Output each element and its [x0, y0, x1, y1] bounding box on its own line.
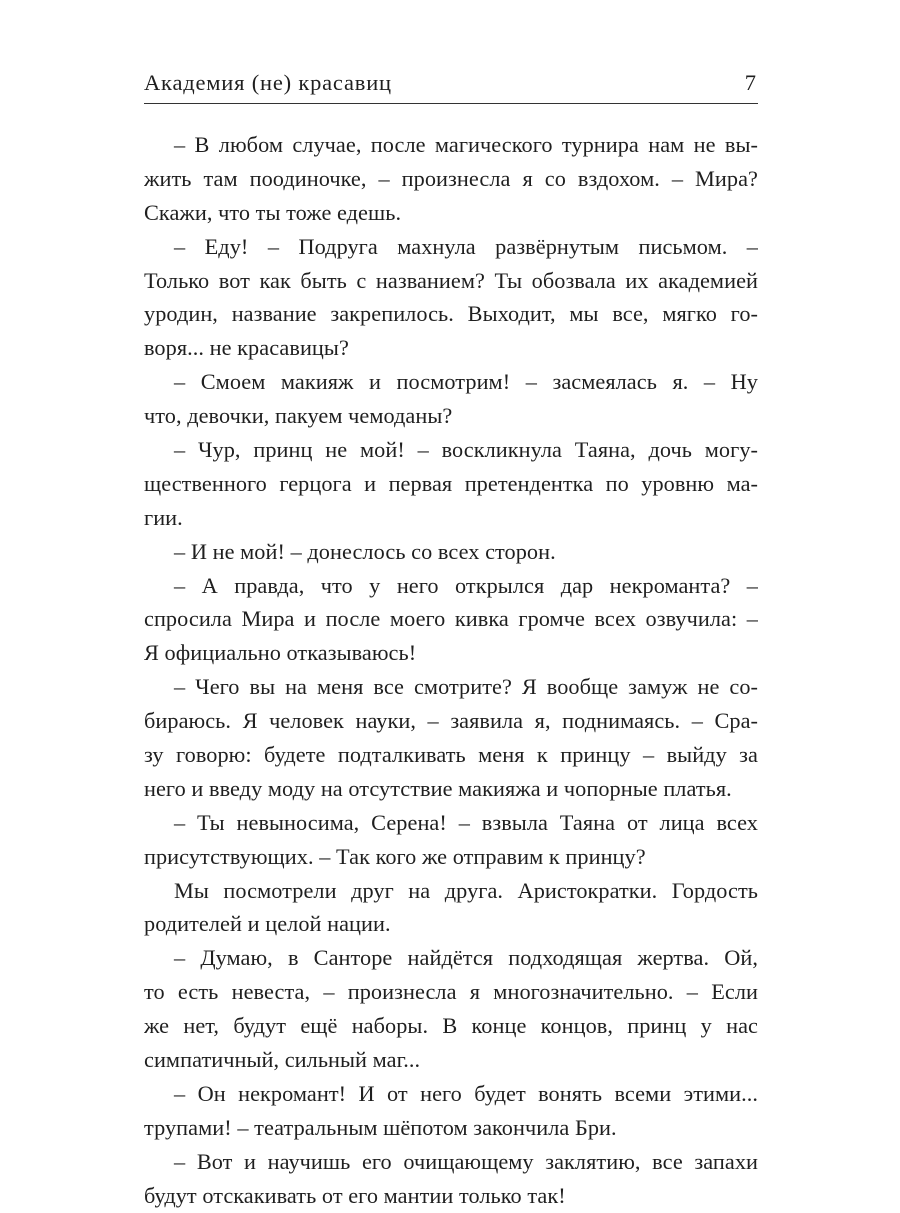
text-line: бираюсь. Я человек науки, – заявила я, поднимаясь. – Сра-	[144, 708, 758, 734]
text-line: воря... не красавицы?	[144, 335, 349, 361]
text-line: щественного герцога и первая претендентка по уровню ма-	[144, 470, 758, 496]
text-line: жить там поодиночке, – произнесла я со вздохом. – Мира?	[144, 165, 758, 191]
text-line: – Чур, принц не мой! – воскликнула Таяна, дочь могу-	[174, 437, 758, 463]
text-line: присутствующих. – Так кого же отправим к принцу?	[144, 843, 646, 869]
text-line: трупами! – театральным шёпотом закончила Бри.	[144, 1114, 617, 1140]
text-line: – Чего вы на меня все смотрите? Я вообще замуж не со-	[174, 674, 758, 700]
text-line: гии.	[144, 504, 183, 530]
text-line: родителей и целой нации.	[144, 911, 391, 937]
text-line: – Еду! – Подруга махнула развёрнутым письмом. –	[174, 233, 758, 259]
text-line: будут отскакивать от его мантии только так!	[144, 1182, 566, 1208]
text-line: уродин, название закрепилось. Выходит, мы все, мягко го-	[144, 301, 758, 327]
body-text	[144, 128, 758, 1213]
text-line: Только вот как быть с названием? Ты обозвала их академией	[144, 267, 758, 293]
running-header	[144, 64, 758, 104]
text-line: зу говорю: будете подталкивать меня к принцу – выйду за	[144, 742, 758, 768]
text-line: спросила Мира и после моего кивка громче всех озвучила: –	[144, 606, 758, 632]
text-line: – Вот и научишь его очищающему заклятию, все запахи	[174, 1148, 758, 1174]
text-line: – Ты невыносима, Серена! – взвыла Таяна от лица всех	[174, 809, 758, 835]
running-title: Академия (не) красавиц	[144, 70, 392, 95]
header-rule	[144, 103, 758, 104]
text-line: – В любом случае, после магического турнира нам не вы-	[174, 132, 758, 157]
text-line: – А правда, что у него открылся дар некроманта? –	[174, 572, 758, 598]
text-line: симпатичный, сильный маг...	[144, 1047, 421, 1073]
text-line: Скажи, что ты тоже едешь.	[144, 199, 402, 225]
page-number: 7	[744, 70, 756, 95]
text-line: Мы посмотрели друг на друга. Аристократки. Гордость	[174, 877, 758, 903]
text-line: что, девочки, пакуем чемоданы?	[144, 403, 453, 429]
text-line: – Смоем макияж и посмотрим! – засмеялась я. – Ну	[174, 369, 758, 395]
text-line: же нет, будут ещё наборы. В конце концов, принц у нас	[144, 1013, 758, 1039]
text-line: Я официально отказываюсь!	[144, 640, 417, 666]
text-line: него и введу моду на отсутствие макияжа и чопорные платья.	[144, 775, 732, 801]
text-line: – И не мой! – донеслось со всех сторон.	[174, 538, 556, 564]
text-line: – Он некромант! И от него будет вонять всеми этими...	[174, 1080, 758, 1106]
text-line: – Думаю, в Санторе найдётся подходящая жертва. Ой,	[174, 945, 758, 971]
text-line: то есть невеста, – произнесла я многозначительно. – Если	[144, 979, 758, 1005]
